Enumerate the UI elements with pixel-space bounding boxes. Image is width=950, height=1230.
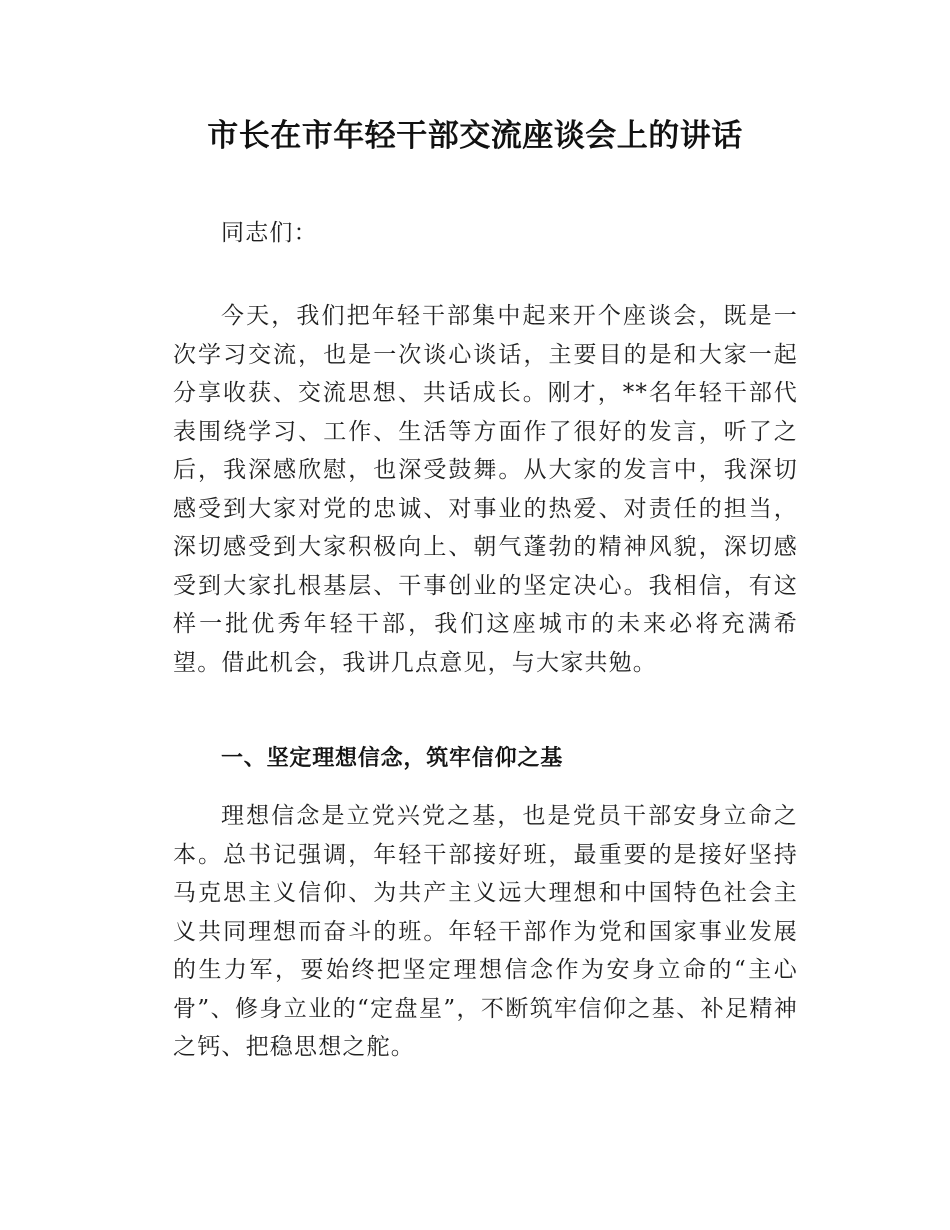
section-1-paragraph: 理想信念是立党兴党之基，也是党员干部安身立命之本。总书记强调，年轻干部接好班，最重要的是接好坚持马克思主义信仰、为共产主义远大理想和中国特色社会主义共同理想而奋斗的班。年轻干部作为党和国家事业发展的生力军，要始终把坚定理想信念作为安身立命的“主心骨”、修身立业的“定盘星”，不断筑牢信仰之基、补足精神之钙、把稳思想之舵。	[173, 803, 798, 1060]
section-heading-1: 一、坚定理想信念，筑牢信仰之基	[221, 746, 564, 771]
document-title: 市长在市年轻干部交流座谈会上的讲话	[207, 118, 743, 154]
salutation: 同志们：	[221, 220, 318, 246]
opening-paragraph: 今天，我们把年轻干部集中起来开个座谈会，既是一次学习交流，也是一次谈心谈话，主要目的是和大家一起分享收获、交流思想、共话成长。刚才，**名年轻干部代表围绕学习、工作、生活等方面作了很好的发言，听了之后，我深感欣慰，也深受鼓舞。从大家的发言中，我深切感受到大家对党的忠诚、对事业的热爱、对责任的担当，深切感受到大家积极向上、朝气蓬勃的精神风貌，深切感受到大家扎根基层、干事创业的坚定决心。我相信，有这样一批优秀年轻干部，我们这座城市的未来必将充满希望。借此机会，我讲几点意见，与大家共勉。	[173, 303, 798, 676]
